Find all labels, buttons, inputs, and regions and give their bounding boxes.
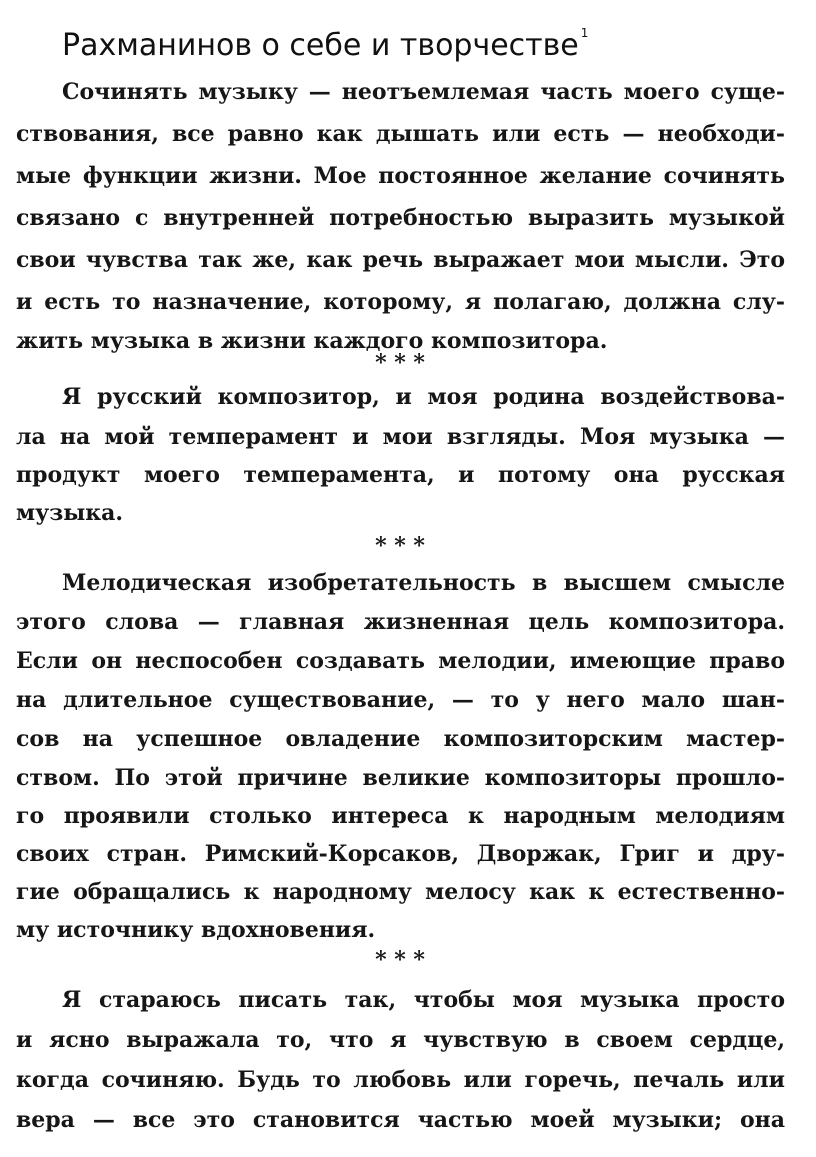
text-line: и есть то назначение, которому, я полагаю, должна слу- — [16, 289, 785, 315]
text-line: вера — все это становится частью моей музыки; она — [16, 1107, 785, 1133]
section-separator: * * * — [375, 533, 425, 559]
text-line: когда сочиняю. Будь то любовь или горечь, печаль или — [16, 1067, 785, 1093]
section-separator: * * * — [375, 350, 425, 376]
text-line: ством. По этой причине великие композиторы прошло- — [16, 765, 785, 791]
text-line: музыка. — [16, 500, 124, 526]
text-line: го проявили столько интереса к народным мелодиям — [16, 803, 785, 829]
page-title — [62, 8, 588, 71]
text-line: Сочинять музыку — неотъемлемая часть моего суще- — [62, 79, 785, 105]
text-line: мые функции жизни. Мое постоянное желание сочинять — [16, 163, 785, 189]
text-line: ла на мой темперамент и мои взгляды. Моя музыка — — [16, 424, 785, 450]
text-line: гие обращались к народному мелосу как к естественно- — [16, 879, 785, 905]
text-line: своих стран. Римский-Корсаков, Дворжак, Григ и дру- — [16, 841, 785, 867]
footnote-mark: 1 — [580, 26, 589, 40]
text-line: ствования, все равно как дышать или есть — необходи- — [16, 121, 785, 147]
page-title-text: Рахманинов о себе и творчестве — [62, 28, 579, 63]
text-line: этого слова — главная жизненная цель композитора. — [16, 609, 785, 635]
text-line: Я русский композитор, и моя родина воздействова- — [62, 384, 785, 410]
text-line: свои чувства так же, как речь выражает мои мысли. Это — [16, 247, 785, 273]
text-line: Мелодическая изобретательность в высшем смысле — [62, 570, 785, 596]
text-line: Если он неспособен создавать мелодии, имеющие право — [16, 648, 785, 674]
text-line: на длительное существование, — то у него мало шан- — [16, 687, 785, 713]
text-line: жить музыка в жизни каждого композитора. — [16, 328, 608, 354]
text-line: сов на успешное овладение композиторским мастер- — [16, 726, 785, 752]
section-separator: * * * — [375, 947, 425, 973]
text-line: му источнику вдохновения. — [16, 917, 376, 943]
text-line: Я стараюсь писать так, чтобы моя музыка просто — [62, 987, 785, 1013]
text-line: продукт моего темперамента, и потому она русская — [16, 462, 785, 488]
text-line: связано с внутренней потребностью выразить музыкой — [16, 205, 785, 231]
text-line: и ясно выражала то, что я чувствую в своем сердце, — [16, 1027, 785, 1053]
